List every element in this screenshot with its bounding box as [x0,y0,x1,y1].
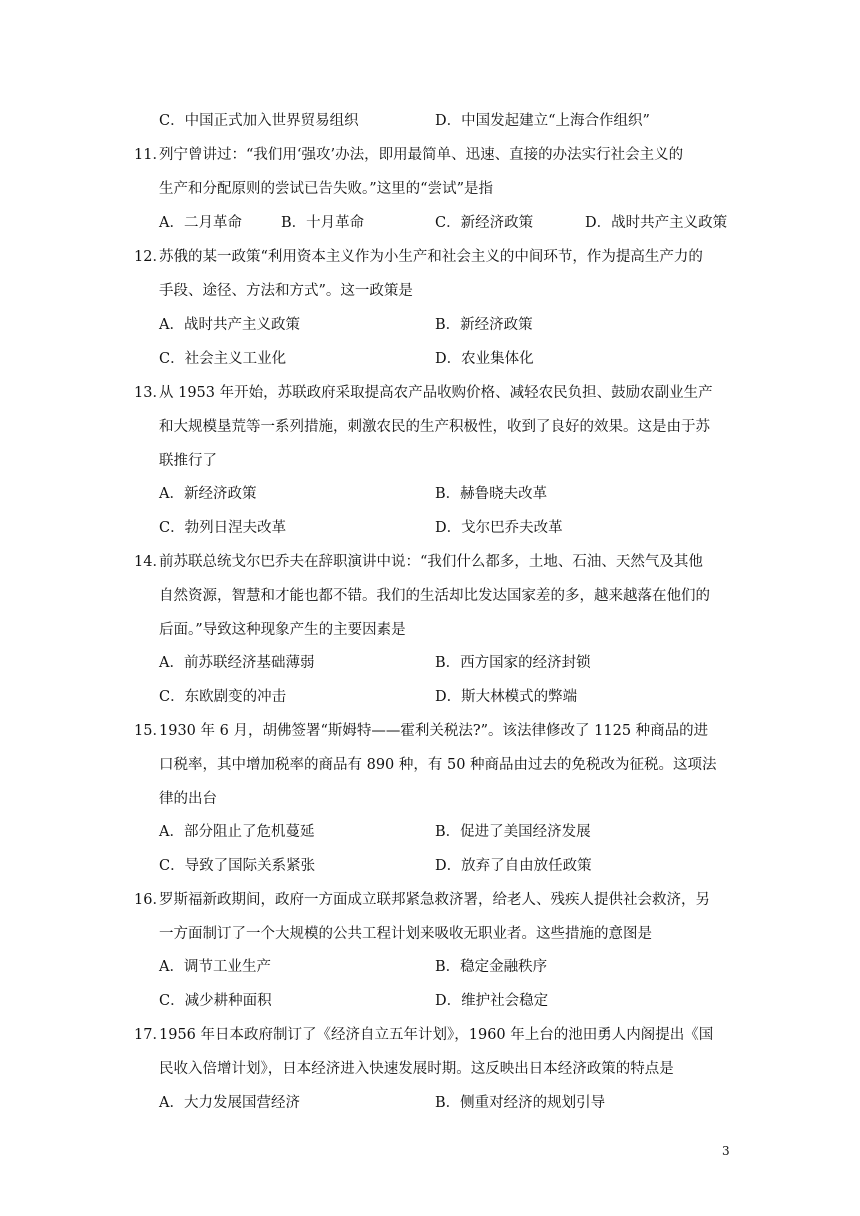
question-text: 和大规模垦荒等一系列措施，刺激农民的生产积极性，收到了良好的效果。这是由于苏 [159,419,710,435]
option-a: A．调节工业生产 [159,959,271,975]
option-d: D．戈尔巴乔夫改革 [435,520,563,536]
option-b: B．促进了美国经济发展 [435,824,591,840]
question-text: 前苏联总统戈尔巴乔夫在辞职演讲中说：“我们什么都多，土地、石油、天然气及其他 [159,554,703,570]
question-text: 手段、途径、方法和方式”。这一政策是 [159,283,413,299]
question-number: 11． [134,147,167,163]
option-d: D．斯大林模式的弊端 [435,689,578,705]
question-text: 后面。”导致这种现象产生的主要因素是 [159,622,406,638]
question-number: 14． [134,554,167,570]
question-number: 15． [134,723,167,739]
question-text: 1930 年 6 月，胡佛签署“斯姆特——霍利关税法?”。该法律修改了 1125 种商品的进 [159,723,709,739]
option-c: C．东欧剧变的冲击 [159,689,287,705]
option-a: A．部分阻止了危机蔓延 [159,824,315,840]
question-number: 12． [134,249,167,265]
option-d: D．战时共产主义政策 [585,215,728,231]
question-text: 罗斯福新政期间，政府一方面成立联邦紧急救济署，给老人、残疾人提供社会救济，另 [159,892,710,908]
option-a: A．新经济政策 [159,486,257,502]
option-b: B．赫鲁晓夫改革 [435,486,548,502]
question-text: 苏俄的某一政策“利用资本主义作为小生产和社会主义的中间环节，作为提高生产力的 [159,249,703,265]
option-b: B．稳定金融秩序 [435,959,548,975]
question-text: 列宁曾讲过：“我们用‘强攻’办法，即用最简单、迅速、直接的办法实行社会主义的 [159,147,684,163]
option-d: D．农业集体化 [435,351,534,367]
option-c: C．导致了国际关系紧张 [159,858,316,874]
option-d: D．中国发起建立“上海合作组织” [435,113,650,129]
option-a: A．前苏联经济基础薄弱 [159,655,315,671]
option-d: D．维护社会稳定 [435,993,549,1009]
option-b: B．十月革命 [281,215,365,231]
question-text: 律的出台 [159,791,217,807]
option-b: B．侧重对经济的规划引导 [435,1095,606,1111]
option-c: C．中国正式加入世界贸易组织 [159,113,359,129]
question-text: 1956 年日本政府制订了《经济自立五年计划》，1960 年上台的池田勇人内阁提出《国 [159,1027,714,1043]
option-a: A．战时共产主义政策 [159,317,300,333]
option-d: D．放弃了自由放任政策 [435,858,592,874]
question-text: 自然资源，智慧和才能也都不错。我们的生活却比发达国家差的多，越来越落在他们的 [159,588,710,604]
question-number: 13． [134,385,167,401]
question-text: 民收入倍增计划》，日本经济进入快速发展时期。这反映出日本经济政策的特点是 [159,1061,674,1077]
question-text: 生产和分配原则的尝试已告失败。”这里的“尝试”是指 [159,181,493,197]
option-c: C．勃列日涅夫改革 [159,520,287,536]
option-c: C．新经济政策 [435,215,534,231]
question-number: 16． [134,892,167,908]
option-a: A．大力发展国营经济 [159,1095,300,1111]
option-c: C．减少耕种面积 [159,993,272,1009]
option-a: A．二月革命 [159,215,242,231]
question-number: 17． [134,1027,167,1043]
question-text: 联推行了 [159,453,217,469]
page-number: 3 [722,1144,730,1158]
option-b: B．新经济政策 [435,317,533,333]
question-text: 口税率，其中增加税率的商品有 890 种，有 50 种商品由过去的免税改为征税。这项法 [159,757,717,773]
question-text: 一方面制订了一个大规模的公共工程计划来吸收无职业者。这些措施的意图是 [159,926,652,942]
question-text: 从 1953 年开始，苏联政府采取提高农产品收购价格、减轻农民负担、鼓励农副业生产 [159,385,713,401]
option-b: B．西方国家的经济封锁 [435,655,591,671]
option-c: C．社会主义工业化 [159,351,287,367]
